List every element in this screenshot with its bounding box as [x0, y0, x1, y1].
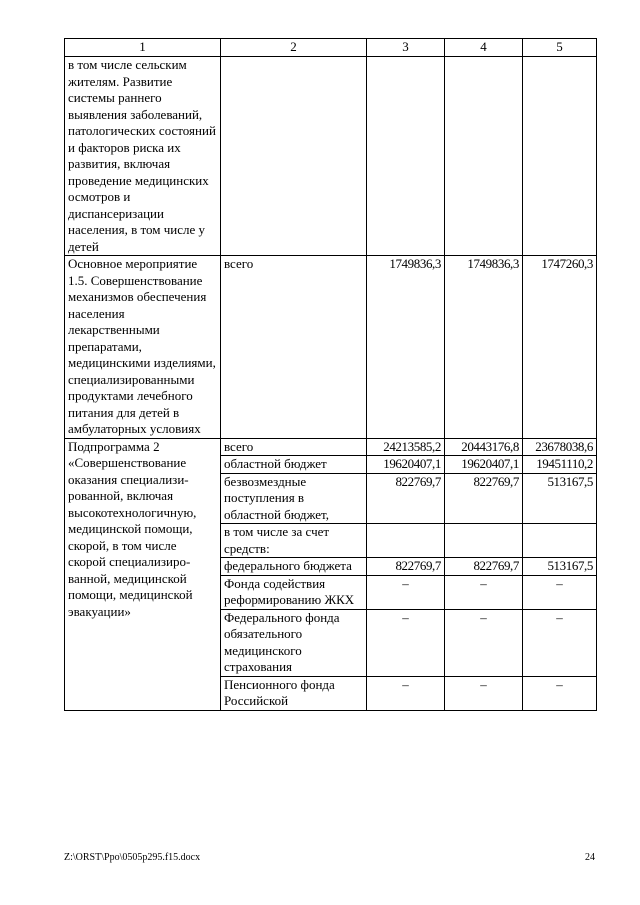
page-number: 24	[585, 852, 595, 863]
value-cell: 822769,7	[367, 473, 445, 524]
value-cell	[523, 524, 597, 558]
header-cell-4: 4	[445, 39, 523, 57]
funding-source-cell: всего	[221, 256, 367, 439]
header-cell-5: 5	[523, 39, 597, 57]
table-row	[65, 57, 597, 256]
empty-cell	[367, 57, 445, 256]
value-cell: –	[367, 575, 445, 609]
value-cell: –	[523, 676, 597, 710]
value-cell: –	[367, 609, 445, 676]
value-cell: –	[367, 676, 445, 710]
funding-source-cell: Федерального фонда обязательного медицинского страхования	[221, 609, 367, 676]
value-cell: 1749836,3	[367, 256, 445, 439]
value-cell: 513167,5	[523, 473, 597, 524]
funding-source-cell: Фонда содействия реформированию ЖКХ	[221, 575, 367, 609]
header-cell-2: 2	[221, 39, 367, 57]
value-cell: 822769,7	[367, 558, 445, 576]
value-cell: 822769,7	[445, 558, 523, 576]
value-cell: 19620407,1	[445, 456, 523, 474]
header-cell-1: 1	[65, 39, 221, 57]
table-row	[65, 438, 597, 456]
footer-file-path: Z:\ORST\Ppo\0505p295.f15.docx	[64, 852, 201, 863]
value-cell: 24213585,2	[367, 438, 445, 456]
subprogram-description: Подпрограмма 2 «Совершенствование оказания специализи-рованной, включая высокотехнологичную, медицинской помощи, скорой, в том числе скорой специализиро-ванной, медицинской помощи, медицинской эвакуации»	[65, 438, 221, 710]
budget-table	[64, 38, 597, 711]
value-cell: –	[445, 575, 523, 609]
funding-source-cell: в том числе за счет средств:	[221, 524, 367, 558]
empty-cell	[523, 57, 597, 256]
value-cell: 23678038,6	[523, 438, 597, 456]
value-cell: 1749836,3	[445, 256, 523, 439]
value-cell: –	[523, 575, 597, 609]
empty-cell	[445, 57, 523, 256]
value-cell: –	[445, 676, 523, 710]
funding-source-cell: областной бюджет	[221, 456, 367, 474]
value-cell	[445, 524, 523, 558]
funding-source-cell: федерального бюджета	[221, 558, 367, 576]
value-cell: –	[445, 609, 523, 676]
funding-source-cell: безвозмездные поступления в областной бюджет,	[221, 473, 367, 524]
value-cell: 20443176,8	[445, 438, 523, 456]
row-description: в том числе сельским жителям. Развитие системы раннего выявления заболеваний, патологических состояний и факторов риска их развития, включая проведение медицинских осмотров и диспансеризации населения, в том числе у детей	[65, 57, 221, 256]
value-cell: 822769,7	[445, 473, 523, 524]
row-description: Основное мероприятие 1.5. Совершенствование механизмов обеспечения населения лекарственными препаратами, медицинскими изделиями, специализированными продуктами лечебного питания для детей в амбулаторных условиях	[65, 256, 221, 439]
value-cell	[367, 524, 445, 558]
table-header-row	[65, 39, 597, 57]
value-cell: 1747260,3	[523, 256, 597, 439]
value-cell: 19451110,2	[523, 456, 597, 474]
empty-cell	[221, 57, 367, 256]
value-cell: 513167,5	[523, 558, 597, 576]
table-row	[65, 256, 597, 439]
funding-source-cell: Пенсионного фонда Российской	[221, 676, 367, 710]
value-cell: –	[523, 609, 597, 676]
funding-source-cell: всего	[221, 438, 367, 456]
value-cell: 19620407,1	[367, 456, 445, 474]
header-cell-3: 3	[367, 39, 445, 57]
